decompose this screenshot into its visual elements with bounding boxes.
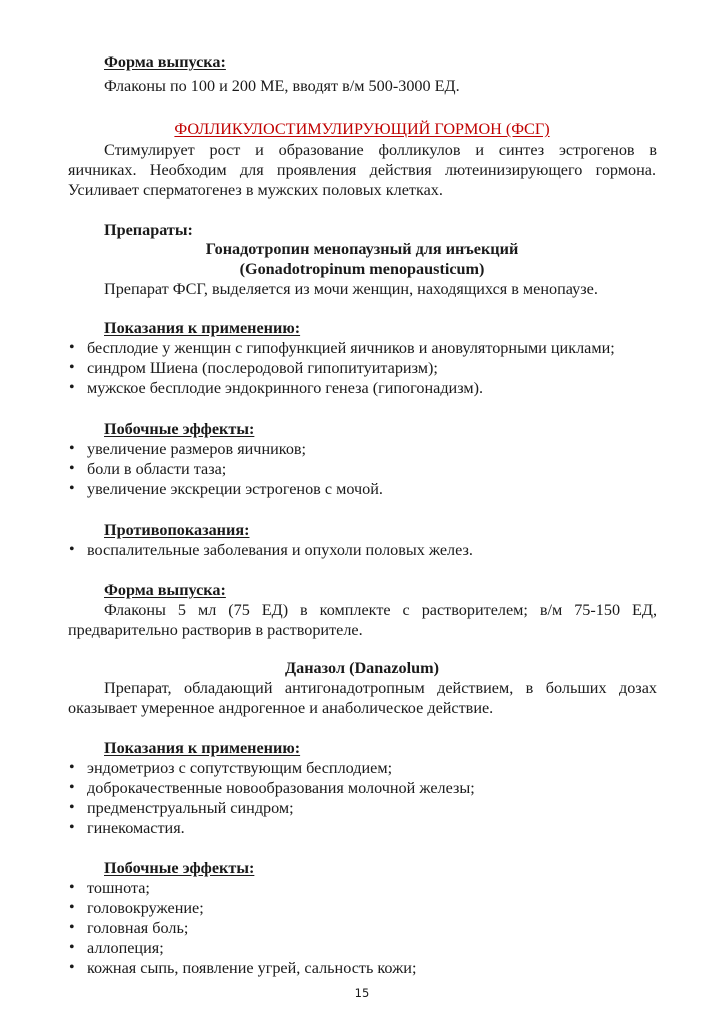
bullet-icon: • <box>69 379 75 396</box>
danazol-indication-item-3: предменструальный синдром; <box>87 799 294 817</box>
fsh-release-form-heading: Форма выпуска: <box>104 581 226 599</box>
fsh-paragraph-line-3: Усиливает сперматогенез в мужских половых клетках. <box>68 181 443 199</box>
bullet-icon: • <box>69 339 75 356</box>
bullet-icon: • <box>69 879 75 896</box>
bullet-icon: • <box>69 480 75 497</box>
drug-description: Препарат ФСГ, выделяется из мочи женщин, находящихся в менопаузе. <box>104 280 598 298</box>
danazol-side-effect-item-4: аллопеция; <box>87 939 164 957</box>
fsh-indication-item-1: бесплодие у женщин с гипофункцией яичников и ановуляторными циклами; <box>87 339 615 357</box>
page-number: 15 <box>354 986 370 1000</box>
drug-name-ru: Гонадотропин менопаузный для инъекций <box>205 240 519 258</box>
danazol-name: Даназол (Danazolum) <box>285 659 439 677</box>
fsh-paragraph-line-2: яичниках. Необходим для проявления действия лютеинизирующего гормона. <box>68 161 656 179</box>
bullet-icon: • <box>69 819 75 836</box>
danazol-indication-item-1: эндометриоз с сопутствующим бесплодием; <box>87 759 393 777</box>
bullet-icon: • <box>69 440 75 457</box>
fsh-contraindications-heading: Противопоказания: <box>104 521 250 539</box>
danazol-side-effects-heading: Побочные эффекты: <box>104 859 255 877</box>
bullet-icon: • <box>69 460 75 477</box>
bullet-icon: • <box>69 919 75 936</box>
release-form-text: Флаконы по 100 и 200 МЕ, вводят в/м 500-3000 ЕД. <box>104 77 460 95</box>
bullet-icon: • <box>69 359 75 376</box>
danazol-indications-heading: Показания к применению: <box>104 739 301 757</box>
danazol-side-effect-item-1: тошнота; <box>87 879 150 897</box>
bullet-icon: • <box>69 779 75 796</box>
danazol-indication-item-4: гинекомастия. <box>87 819 185 837</box>
fsh-side-effects-heading: Побочные эффекты: <box>104 420 255 438</box>
danazol-indication-item-2: доброкачественные новообразования молочной железы; <box>87 779 475 797</box>
danazol-description-line-1: Препарат, обладающий антигонадотропным действием, в больших дозах <box>104 679 657 697</box>
bullet-icon: • <box>69 899 75 916</box>
fsh-release-form-line-1: Флаконы 5 мл (75 ЕД) в комплекте с растворителем; в/м 75-150 ЕД, <box>104 601 657 619</box>
fsh-contraindication-item-1: воспалительные заболевания и опухоли половых желез. <box>87 541 473 559</box>
fsh-side-effect-item-2: боли в области таза; <box>87 460 227 478</box>
bullet-icon: • <box>69 939 75 956</box>
fsh-indications-heading: Показания к применению: <box>104 319 301 337</box>
fsh-paragraph-line-1: Стимулирует рост и образование фолликулов и синтез эстрогенов в <box>104 141 657 159</box>
danazol-side-effect-item-2: головокружение; <box>87 899 204 917</box>
bullet-icon: • <box>69 759 75 776</box>
preparations-heading: Препараты: <box>104 221 193 239</box>
fsh-indication-item-3: мужское бесплодие эндокринного генеза (гипогонадизм). <box>87 379 484 397</box>
fsh-indication-item-2: синдром Шиена (послеродовой гипопитуитаризм); <box>87 359 438 377</box>
release-form-heading: Форма выпуска: <box>104 53 226 71</box>
danazol-side-effect-item-5: кожная сыпь, появление угрей, сальность кожи; <box>87 959 417 977</box>
fsh-title: ФОЛЛИКУЛОСТИМУЛИРУЮЩИЙ ГОРМОН (ФСГ) <box>174 120 550 138</box>
drug-name-lat: (Gonadotropinum menopausticum) <box>239 260 485 278</box>
bullet-icon: • <box>69 541 75 558</box>
bullet-icon: • <box>69 959 75 976</box>
fsh-release-form-line-2: предварительно растворив в растворителе. <box>68 621 363 639</box>
fsh-side-effect-item-1: увеличение размеров яичников; <box>87 440 307 458</box>
bullet-icon: • <box>69 799 75 816</box>
danazol-side-effect-item-3: головная боль; <box>87 919 189 937</box>
fsh-side-effect-item-3: увеличение экскреции эстрогенов с мочой. <box>87 480 383 498</box>
danazol-description-line-2: оказывает умеренное андрогенное и анаболическое действие. <box>68 699 494 717</box>
